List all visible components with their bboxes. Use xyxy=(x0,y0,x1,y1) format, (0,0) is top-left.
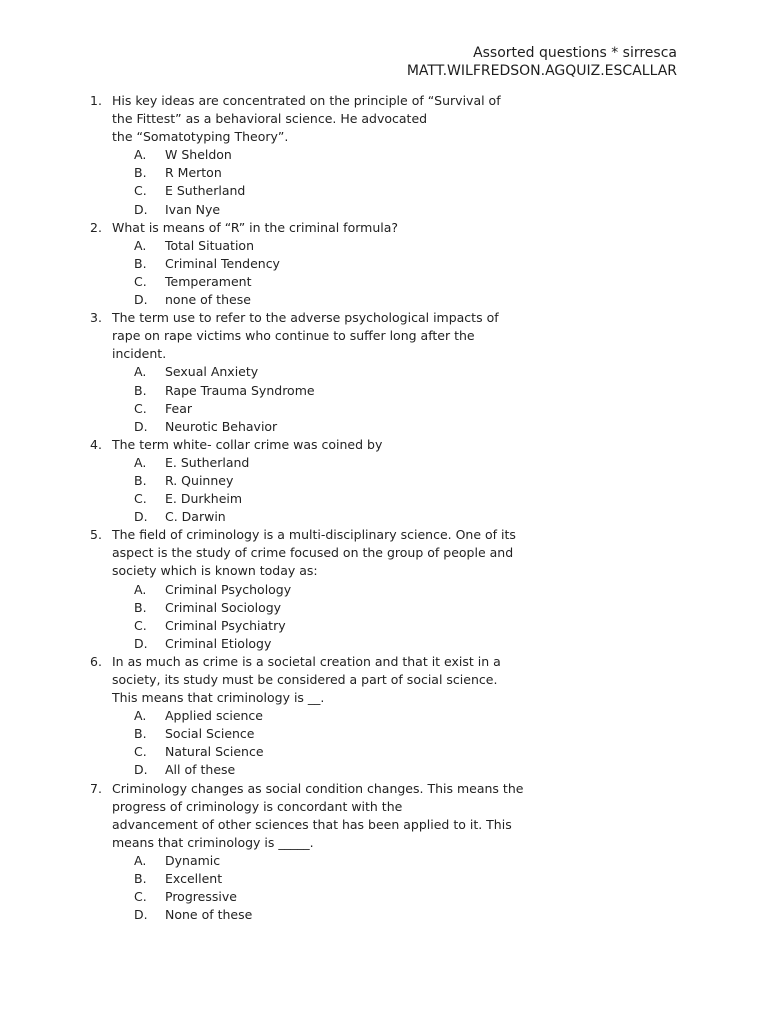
option-list xyxy=(112,707,544,779)
answer-option xyxy=(112,490,544,508)
answer-option xyxy=(112,581,544,599)
option-letter: B. xyxy=(134,726,147,742)
option-text: Excellent xyxy=(165,871,223,887)
question-text: In as much as crime is a societal creation and that it exist in a society, its study must be considered a part of social science. This means that criminology is __. xyxy=(112,653,501,706)
option-text: Criminal Sociology xyxy=(165,599,282,615)
option-letter: A. xyxy=(134,852,147,868)
answer-option xyxy=(112,888,544,906)
option-letter: A. xyxy=(134,364,147,380)
option-text: E. Sutherland xyxy=(165,454,250,470)
option-text: E Sutherland xyxy=(165,183,246,199)
option-letter: B. xyxy=(134,599,147,615)
answer-option xyxy=(112,707,544,725)
option-letter: C. xyxy=(134,744,147,760)
option-letter: D. xyxy=(134,635,148,651)
answer-option xyxy=(112,906,544,924)
question-number: 6. xyxy=(90,653,102,669)
option-text: Sexual Anxiety xyxy=(165,364,259,380)
option-text: Fear xyxy=(165,400,192,416)
option-text: Rape Trauma Syndrome xyxy=(165,382,315,398)
answer-option xyxy=(112,291,544,309)
option-letter: B. xyxy=(134,871,147,887)
option-letter: D. xyxy=(134,907,148,923)
option-letter: D. xyxy=(134,762,148,778)
question-item xyxy=(84,780,544,925)
answer-option xyxy=(112,237,544,255)
question-item xyxy=(84,219,544,309)
answer-option xyxy=(112,617,544,635)
option-list xyxy=(112,581,544,653)
option-text: E. Durkheim xyxy=(165,491,243,507)
option-text: Criminal Psychology xyxy=(165,581,292,597)
option-text: R Merton xyxy=(165,165,222,181)
answer-option xyxy=(112,255,544,273)
option-letter: C. xyxy=(134,183,147,199)
answer-option xyxy=(112,743,544,761)
question-number: 3. xyxy=(90,310,102,326)
option-letter: D. xyxy=(134,418,148,434)
answer-option xyxy=(112,454,544,472)
option-text: Total Situation xyxy=(165,237,255,253)
option-text: Criminal Etiology xyxy=(165,635,272,651)
document-header xyxy=(407,44,677,80)
option-text: Dynamic xyxy=(165,852,221,868)
question-item xyxy=(84,309,544,436)
option-text: Applied science xyxy=(165,708,263,724)
question-text: The field of criminology is a multi-disciplinary science. One of its aspect is the study of crime focused on the group of people and society which is known today as: xyxy=(112,527,516,579)
question-number: 4. xyxy=(90,436,102,452)
question-item xyxy=(84,653,544,780)
option-text: Natural Science xyxy=(165,744,264,760)
option-text: Social Science xyxy=(165,726,255,742)
option-letter: C. xyxy=(134,889,147,905)
option-letter: A. xyxy=(134,237,147,253)
option-text: Progressive xyxy=(165,889,237,905)
option-text: None of these xyxy=(165,907,253,923)
question-item xyxy=(84,526,544,653)
answer-option xyxy=(112,382,544,400)
option-letter: A. xyxy=(134,708,147,724)
option-letter: D. xyxy=(134,509,148,525)
option-letter: A. xyxy=(134,581,147,597)
option-text: W Sheldon xyxy=(165,147,232,163)
question-item xyxy=(84,436,544,526)
option-text: Ivan Nye xyxy=(165,201,221,217)
option-list xyxy=(112,237,544,309)
question-text: His key ideas are concentrated on the principle of “Survival of the Fittest” as a behavioral science. He advocated the “Somatotyping Theory”. xyxy=(112,93,501,145)
question-text: The term use to refer to the adverse psychological impacts of rape on rape victims who continue to suffer long after the incident. xyxy=(112,310,499,362)
answer-option xyxy=(112,852,544,870)
option-letter: B. xyxy=(134,255,147,271)
question-text: Criminology changes as social condition changes. This means the progress of criminology is concordant with the advancement of other sciences that has been applied to it. This means that criminology is _____. xyxy=(112,780,524,850)
option-letter: A. xyxy=(134,454,147,470)
option-list xyxy=(112,852,544,924)
answer-option xyxy=(112,761,544,779)
option-letter: B. xyxy=(134,165,147,181)
header-title: Assorted questions * sirresca xyxy=(473,45,677,61)
answer-option xyxy=(112,146,544,164)
answer-option xyxy=(112,599,544,617)
question-number: 2. xyxy=(90,219,102,235)
option-letter: C. xyxy=(134,273,147,289)
question-text: The term white- collar crime was coined by xyxy=(112,436,383,452)
question-number: 1. xyxy=(90,93,102,108)
question-text: What is means of “R” in the criminal formula? xyxy=(112,219,399,235)
option-list xyxy=(112,454,544,526)
question-number: 7. xyxy=(90,780,102,796)
question-list xyxy=(84,92,544,924)
option-text: Neurotic Behavior xyxy=(165,418,278,434)
option-letter: B. xyxy=(134,382,147,398)
answer-option xyxy=(112,363,544,381)
option-text: All of these xyxy=(165,762,236,778)
answer-option xyxy=(112,635,544,653)
option-text: Criminal Psychiatry xyxy=(165,617,286,633)
answer-option xyxy=(112,725,544,743)
option-letter: C. xyxy=(134,491,147,507)
option-letter: B. xyxy=(134,472,147,488)
option-letter: D. xyxy=(134,201,148,217)
answer-option xyxy=(112,400,544,418)
answer-option xyxy=(112,164,544,182)
answer-option xyxy=(112,273,544,291)
option-letter: C. xyxy=(134,400,147,416)
option-text: none of these xyxy=(165,292,251,308)
answer-option xyxy=(112,182,544,200)
option-text: Temperament xyxy=(165,273,252,289)
answer-option xyxy=(112,472,544,490)
option-letter: D. xyxy=(134,292,148,308)
question-number: 5. xyxy=(90,527,102,543)
answer-option xyxy=(112,418,544,436)
option-letter: A. xyxy=(134,147,147,163)
option-text: C. Darwin xyxy=(165,509,226,525)
option-list xyxy=(112,363,544,435)
question-item xyxy=(84,92,544,219)
header-author: MATT.WILFREDSON.AGQUIZ.ESCALLAR xyxy=(406,63,677,79)
option-letter: C. xyxy=(134,617,147,633)
answer-option xyxy=(112,870,544,888)
option-text: Criminal Tendency xyxy=(165,255,280,271)
option-list xyxy=(112,146,544,218)
answer-option xyxy=(112,508,544,526)
option-text: R. Quinney xyxy=(165,472,234,488)
answer-option xyxy=(112,201,544,219)
